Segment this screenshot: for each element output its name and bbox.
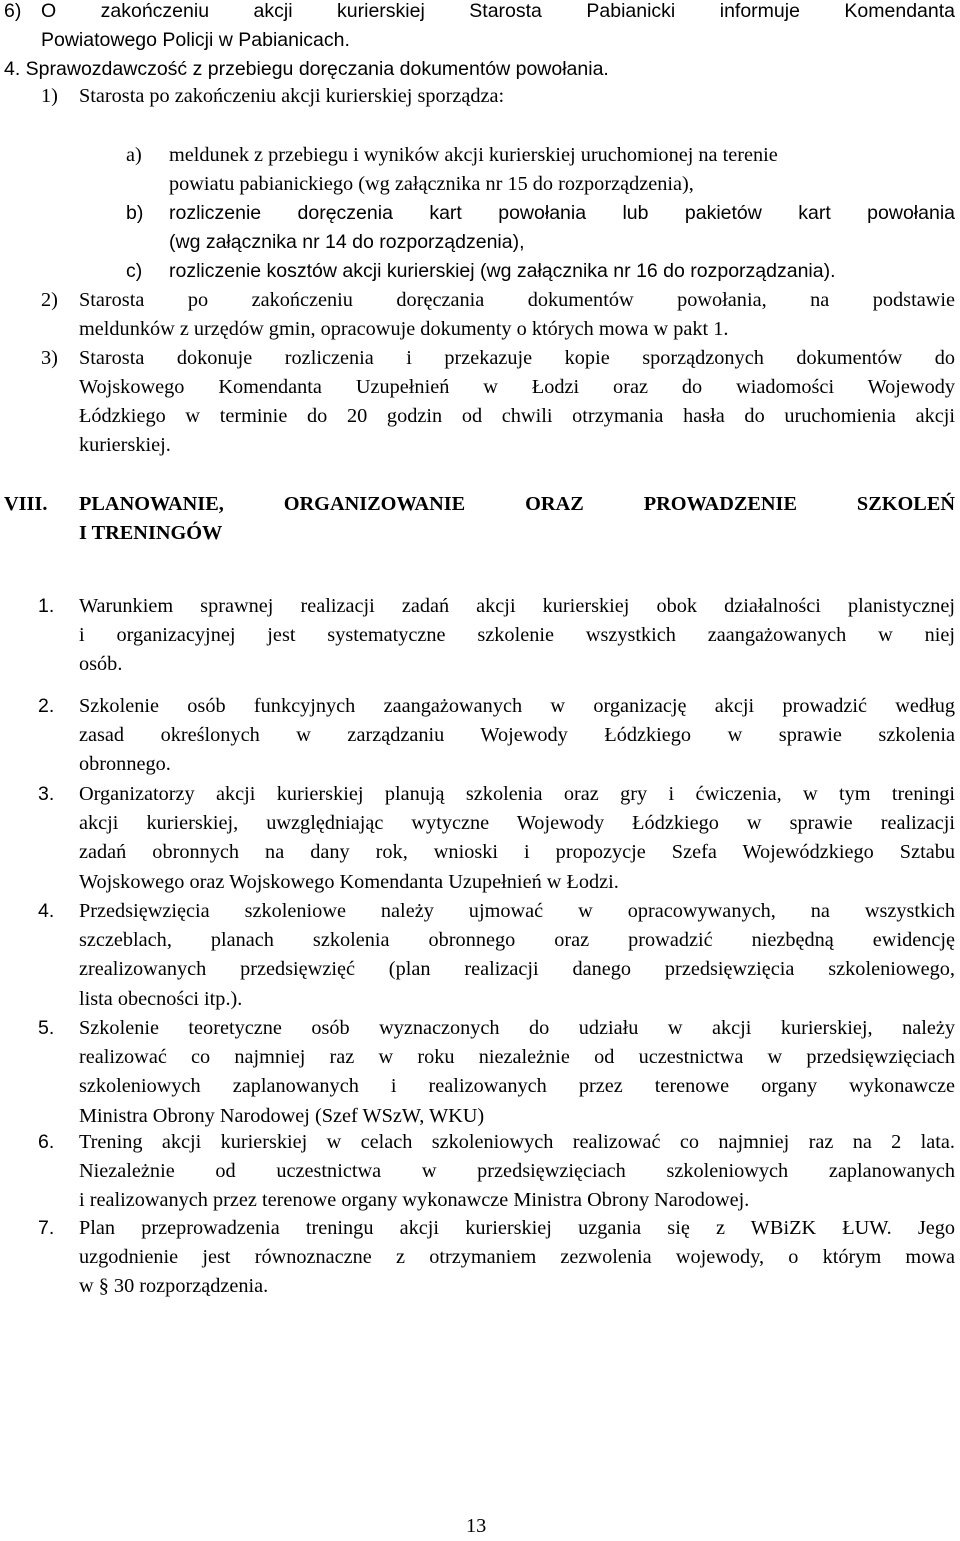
point-2-number: 2) xyxy=(41,289,58,311)
subpoint-b-line-1: rozliczenie doręczenia kart powołania lub pakietów kart powołania xyxy=(169,202,955,224)
section-4-title: 4. Sprawozdawczość z przebiegu doręczania dokumentów powołania. xyxy=(4,58,609,80)
item-6-line-2: Powiatowego Policji w Pabianicach. xyxy=(41,29,350,51)
item-line: zadań obronnych na dany rok, wnioski i propozycje Szefa Wojewódzkiego Sztabu xyxy=(79,841,955,863)
item-line: Szkolenie teoretyczne osób wyznaczonych do udziału w akcji kurierskiej, należy xyxy=(79,1017,955,1039)
item-line: akcji kurierskiej, uwzględniając wytyczne Wojewody Łódzkiego w sprawie realizacji xyxy=(79,812,955,834)
item-line: uzgodnienie jest równoznaczne z otrzymaniem zezwolenia wojewody, o którym mowa xyxy=(79,1246,955,1268)
subpoint-a-number: a) xyxy=(126,144,142,166)
item-line: osób. xyxy=(79,653,123,675)
item-6-number: 6) xyxy=(4,0,22,22)
point-2-line-1: Starosta po zakończeniu doręczania dokumentów powołania, na podstawie xyxy=(79,289,955,311)
item-line: i organizacyjnej jest systematyczne szkolenie wszystkich zaangażowanych w niej xyxy=(79,624,955,646)
item-line: Szkolenie osób funkcyjnych zaangażowanych w organizację akcji prowadzić według xyxy=(79,695,955,717)
subpoint-a-line-2: powiatu pabianickiego (wg załącznika nr 15 do rozporządzenia), xyxy=(169,173,694,195)
section-8-title-line-2: I TRENINGÓW xyxy=(79,522,223,544)
point-1-number: 1) xyxy=(41,85,58,107)
item-number: 3. xyxy=(38,783,55,805)
item-line: szczeblach, planach szkolenia obronnego oraz prowadzić niezbędną ewidencję xyxy=(79,929,955,951)
item-number: 2. xyxy=(38,695,55,717)
item-line: Niezależnie od uczestnictwa w przedsięwzięciach szkoleniowych zaplanowanych xyxy=(79,1160,955,1182)
point-3-line-2: Wojskowego Komendanta Uzupełnień w Łodzi oraz do wiadomości Wojewody xyxy=(79,376,955,398)
point-3-number: 3) xyxy=(41,347,58,369)
item-line: zrealizowanych przedsięwzięć (plan realizacji danego przedsięwzięcia szkoleniowego, xyxy=(79,958,955,980)
item-line: Plan przeprowadzenia treningu akcji kurierskiej uzgania się z WBiZK ŁUW. Jego xyxy=(79,1217,955,1239)
item-number: 7. xyxy=(38,1217,55,1239)
item-number: 5. xyxy=(38,1017,55,1039)
item-line: Organizatorzy akcji kurierskiej planują szkolenia oraz gry i ćwiczenia, w tym treningi xyxy=(79,783,955,805)
item-number: 4. xyxy=(38,900,55,922)
item-line: zasad określonych w zarządzaniu Wojewody Łódzkiego w sprawie szkolenia xyxy=(79,724,955,746)
item-line: realizować co najmniej raz w roku niezależnie od uczestnictwa w przedsięwzięciach xyxy=(79,1046,955,1068)
item-number: 6. xyxy=(38,1131,55,1153)
point-3-line-1: Starosta dokonuje rozliczenia i przekazuje kopie sporządzonych dokumentów do xyxy=(79,347,955,369)
point-1-text: Starosta po zakończeniu akcji kurierskiej sporządza: xyxy=(79,85,505,107)
page-number: 13 xyxy=(466,1515,487,1537)
point-3-line-3: Łódzkiego w terminie do 20 godzin od chwili otrzymania hasła do uruchomienia akcji xyxy=(79,405,955,427)
item-6-line-1: O zakończeniu akcji kurierskiej Starosta Pabianicki informuje Komendanta xyxy=(41,0,955,22)
subpoint-b-number: b) xyxy=(126,202,144,224)
item-line: lista obecności itp.). xyxy=(79,988,243,1010)
section-8-title-line-1: PLANOWANIE, ORGANIZOWANIE ORAZ PROWADZENIE SZKOLEŃ xyxy=(79,493,955,515)
item-line: Ministra Obrony Narodowej (Szef WSzW, WKU) xyxy=(79,1105,485,1127)
item-line: w § 30 rozporządzenia. xyxy=(79,1275,269,1297)
item-line: szkoleniowych zaplanowanych i realizowanych przez terenowe organy wykonawcze xyxy=(79,1075,955,1097)
point-2-line-2: meldunków z urzędów gmin, opracowuje dokumenty o których mowa w pakt 1. xyxy=(79,318,729,340)
subpoint-c-line-1: rozliczenie kosztów akcji kurierskiej (wg załącznika nr 16 do rozporządzania). xyxy=(169,260,836,282)
subpoint-a-line-1: meldunek z przebiegu i wyników akcji kurierskiej uruchomionej na terenie xyxy=(169,144,778,166)
subpoint-c-number: c) xyxy=(126,260,143,282)
subpoint-b-line-2: (wg załącznika nr 14 do rozporządzenia), xyxy=(169,231,525,253)
item-line: obronnego. xyxy=(79,753,171,775)
item-line: Trening akcji kurierskiej w celach szkoleniowych realizować co najmniej raz na 2 lata. xyxy=(79,1131,955,1153)
item-line: Wojskowego oraz Wojskowego Komendanta Uzupełnień w Łodzi. xyxy=(79,871,619,893)
item-line: i realizowanych przez terenowe organy wykonawcze Ministra Obrony Narodowej. xyxy=(79,1189,750,1211)
section-8-number: VIII. xyxy=(4,493,48,515)
item-number: 1. xyxy=(38,595,55,617)
item-line: Warunkiem sprawnej realizacji zadań akcji kurierskiej obok działalności planistycznej xyxy=(79,595,955,617)
point-3-line-4: kurierskiej. xyxy=(79,434,171,456)
item-line: Przedsięwzięcia szkoleniowe należy ujmować w opracowywanych, na wszystkich xyxy=(79,900,955,922)
